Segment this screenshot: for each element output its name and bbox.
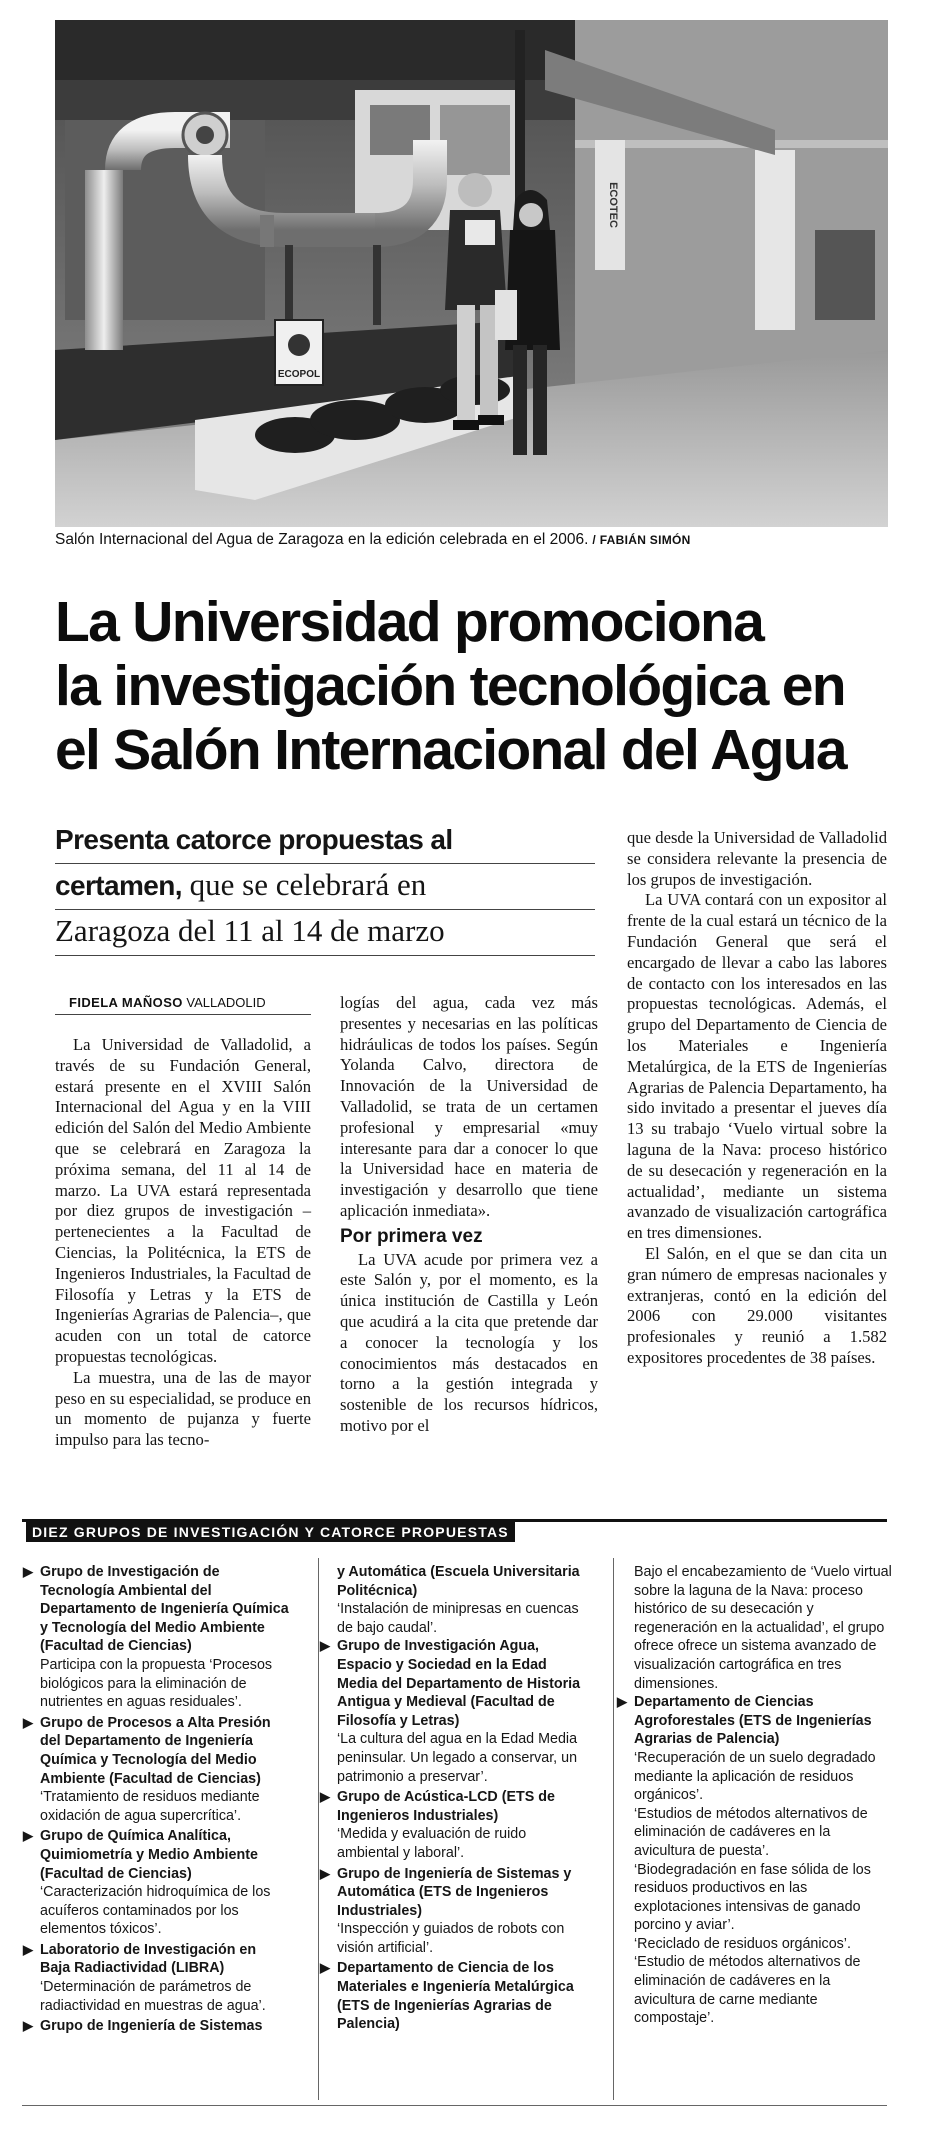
box-column-3 [617,1563,892,2030]
headline-line-2: la investigación tecnológica en [55,654,845,718]
subhead-line-1: Presenta catorce propuestas al [55,824,453,855]
group-name [23,1714,290,1788]
photo-credit: / FABIÁN SIMÓN [592,533,691,547]
bullet-triangle-icon: ▶ [23,1828,33,1844]
group-name-text: Grupo de Ingeniería de Sistemas [40,2018,263,2035]
section-subtitle: Por primera vez [340,1225,483,1247]
box-header: DIEZ GRUPOS DE INVESTIGACIÓN Y CATORCE PROPUESTAS [26,1522,515,1542]
proposal-item: ‘Reciclado de residuos orgánicos’. [634,1935,851,1952]
research-group [23,1563,290,1712]
body-paragraph: La Universidad de Valladolid, a través de su Fundación General, estará presente en el XVIII Salón Internacional del Agua y en la VIII edición del Salón del Medio Ambiente que se celebrará en Zaragoza la próxima semana, del 11 al 14 de marzo. La UVA estará representada por diez grupos de investigación –pertenecientes a la Facultad de Ciencias, la Politécnica, la ETS de Ingenieros Industriales, la Facultad de Filosofía y Letras y la ETS de Ingenierías Agrarias de Palencia–, que acuden con un total de catorce propuestas tecnológicas. [55,1035,311,1366]
proposal-item: ‘La cultura del agua en la Edad Media peninsular. Un legado a conservar, un patrimonio a preservar’. [337,1731,578,1785]
body-column-2 [340,993,598,1437]
proposal-item: ‘Medida y evaluación de ruido ambiental y laboral’. [337,1826,527,1861]
box-bottom-rule [22,2105,887,2106]
group-name [320,1959,591,2033]
box-intro-text: Bajo el encabezamiento de ‘Vuelo virtual sobre la laguna de la Nava: proceso histórico de su desecación y regeneración en la actualidad’, el grupo ofrece ofrece un sistema avanzado de visualización cartográfica en tres dimensiones. [634,1564,892,1692]
research-group [320,1788,591,1862]
group-name [23,1563,290,1656]
proposal-item: ‘Caracterización hidroquímica de los acuíferos contaminados por los elementos tóxicos’. [40,1884,271,1938]
proposal-item: ‘Instalación de minipresas en cuencas de bajo caudal’. [337,1601,579,1636]
proposal-item: ‘Inspección y guiados de robots con visión artificial’. [337,1921,565,1956]
group-name-text: Grupo de Investigación de Tecnología Ambiental del Departamento de Ingeniería Química y Tecnología del Medio Ambiente (Facultad de Ciencias) [40,1564,289,1655]
proposal-item: ‘Biodegradación en fase sólida de los residuos productivos en las explotaciones intensivas de ganado porcino y aviar’. [634,1861,871,1934]
body-column-1 [55,1035,311,1451]
headline-line-3: el Salón Internacional del Agua [55,718,846,782]
group-name-text: Departamento de Ciencias Agroforestales (ETS de Ingenierías Agrarias de Palencia) [634,1694,872,1748]
bullet-triangle-icon: ▶ [617,1694,627,1710]
subhead-line-3: Zaragoza del 11 al 14 de marzo [55,913,445,948]
bullet-triangle-icon: ▶ [320,1960,330,1976]
research-group [23,1941,290,2015]
group-name-text: Grupo de Procesos a Alta Presión del Departamento de Ingeniería Química y Tecnología del Medio Ambiente (Facultad de Ciencias) [40,1714,271,1787]
byline [55,995,311,1015]
ecotec-sign: ECOTEC [607,182,619,228]
bullet-triangle-icon: ▶ [320,1789,330,1805]
proposal-item: Participa con la propuesta ‘Procesos biológicos para la eliminación de nutrientes en aguas residuales’. [40,1656,273,1711]
research-group [23,2017,290,2036]
subhead-line-2-bold: certamen, [55,870,182,901]
body-paragraph: La UVA contará con un expositor al frente de la cual estará un técnico de la Fundación General que será el encargado de llevar a cabo las labores de contacto con los interesados en las propuestas tecnológicas. Además, el grupo del Departamento de Ciencia de los Materiales e Ingeniería Metalúrgica, de la ETS de Ingenierías Agrarias de Palencia Departamento, ha sido invitado a presentar el jueves día 13 su trabajo ‘Vuelo virtual sobre la laguna de la Nava: proceso histórico de su desecación y regeneración en la actualidad’, mediante un sistema avanzado de visualización cartográfica en tres dimensiones. [627,890,887,1243]
bullet-triangle-icon: ▶ [23,1564,33,1579]
proposal-item: ‘Estudio de métodos alternativos de eliminación de cadáveres en la avicultura de carne mediante compostaje’. [634,1954,861,2027]
box-column-2 [320,1563,591,2036]
group-name-text: Grupo de Química Analítica, Quimiometría y Medio Ambiente (Facultad de Ciencias) [40,1828,258,1882]
body-paragraph: logías del agua, cada vez más presentes y necesarias en las políticas hidráulicas de todos los países. Según Yolanda Calvo, directora de Innovación de la Universidad de Valladolid, se trata de un certamen profesional y empresarial «muy interesante para dar a conocer lo que la Universidad hace en materia de investigación y desarrollo que tiene aplicación inmediata». [340,993,598,1220]
bullet-triangle-icon: ▶ [23,1941,33,1957]
photo-caption [55,531,888,549]
news-photo [55,20,888,527]
group-name-continued: y Automática (Escuela Universitaria Politécnica) [337,1564,580,1599]
bullet-triangle-icon: ▶ [320,1638,330,1654]
group-name [23,1827,290,1883]
group-name-text: Grupo de Ingeniería de Sistemas y Automática (ETS de Ingenieros Industriales) [337,1865,572,1919]
proposal-item: ‘Recuperación de un suelo degradado mediante la aplicación de residuos orgánicos’. [634,1749,876,1804]
box-column-3-groups [617,1693,892,2028]
group-name [320,1637,591,1730]
group-name-text: Grupo de Investigación Agua, Espacio y Sociedad en la Edad Media del Departamento de Historia Antigua y Medieval (Facultad de Filosofía y Letras) [337,1638,581,1729]
article-subheadline [55,818,595,956]
group-name [320,1788,591,1825]
body-paragraph: La UVA acude por primera vez a este Salón y, por el momento, es la única institución de Castilla y León que acudirá a la cita que pretende dar a conocer la tecnología y los conocimientos más destacados en torno a la gestión integrada y sostenible de los recursos hídricos, motivo por el [340,1249,598,1435]
byline-city: VALLADOLID [186,995,266,1010]
body-paragraph: que desde la Universidad de Valladolid se considera relevante la presencia de los grupos de investigación. [627,828,887,889]
proposal-item: ‘Tratamiento de residuos mediante oxidación de agua supercrítica’. [40,1789,260,1824]
group-name [320,1865,591,1921]
box-column-2-groups [320,1637,591,2033]
group-name-text: Grupo de Acústica-LCD (ETS de Ingenieros Industriales) [337,1789,555,1824]
article-headline [55,590,905,782]
ecopol-sign: ECOPOL [277,369,321,380]
research-group [320,1865,591,1958]
group-name-text: Departamento de Ciencia de los Materiales e Ingeniería Metalúrgica (ETS de Ingenierías Agrarias de Palencia) [337,1960,574,2033]
research-group [617,1693,892,2028]
exhibition-stand-image [55,20,888,527]
box-column-divider [613,1558,614,2100]
caption-text: Salón Internacional del Agua de Zaragoza en la edición celebrada en el 2006. [55,531,589,548]
body-paragraph: La muestra, una de las de mayor peso en su especialidad, se produce en un momento de pujanza y fuerte impulso para las tecno- [55,1367,311,1450]
research-group [23,1827,290,1939]
proposal-item: ‘Estudios de métodos alternativos de eliminación de cadáveres en la avicultura de puesta’. [634,1805,868,1859]
proposal-item: ‘Determinación de parámetros de radiactividad en muestras de agua’. [40,1979,266,2014]
group-name [23,2017,290,2036]
body-column-3 [627,828,887,1369]
box-column-1 [23,1563,290,2038]
research-group [320,1637,591,1786]
bullet-triangle-icon: ▶ [23,1714,33,1730]
box-column-divider [318,1558,319,2100]
group-name [23,1941,290,1978]
byline-author: FIDELA MAÑOSO [69,995,183,1010]
research-group [320,1959,591,2033]
research-group [23,1714,290,1826]
bullet-triangle-icon: ▶ [23,2018,33,2034]
group-name-text: Laboratorio de Investigación en Baja Radiactividad (LIBRA) [40,1941,257,1977]
body-paragraph: El Salón, en el que se dan cita un gran número de empresas nacionales y extranjeras, contó en la edición del 2006 con 29.000 visitantes profesionales y reunió a 1.582 expositores procedentes de 38 países. [627,1243,887,1367]
headline-line-1: La Universidad promociona [55,590,764,654]
bullet-triangle-icon: ▶ [320,1865,330,1881]
group-name [617,1693,892,1749]
subhead-line-2-rest: que se celebrará en [181,867,427,902]
